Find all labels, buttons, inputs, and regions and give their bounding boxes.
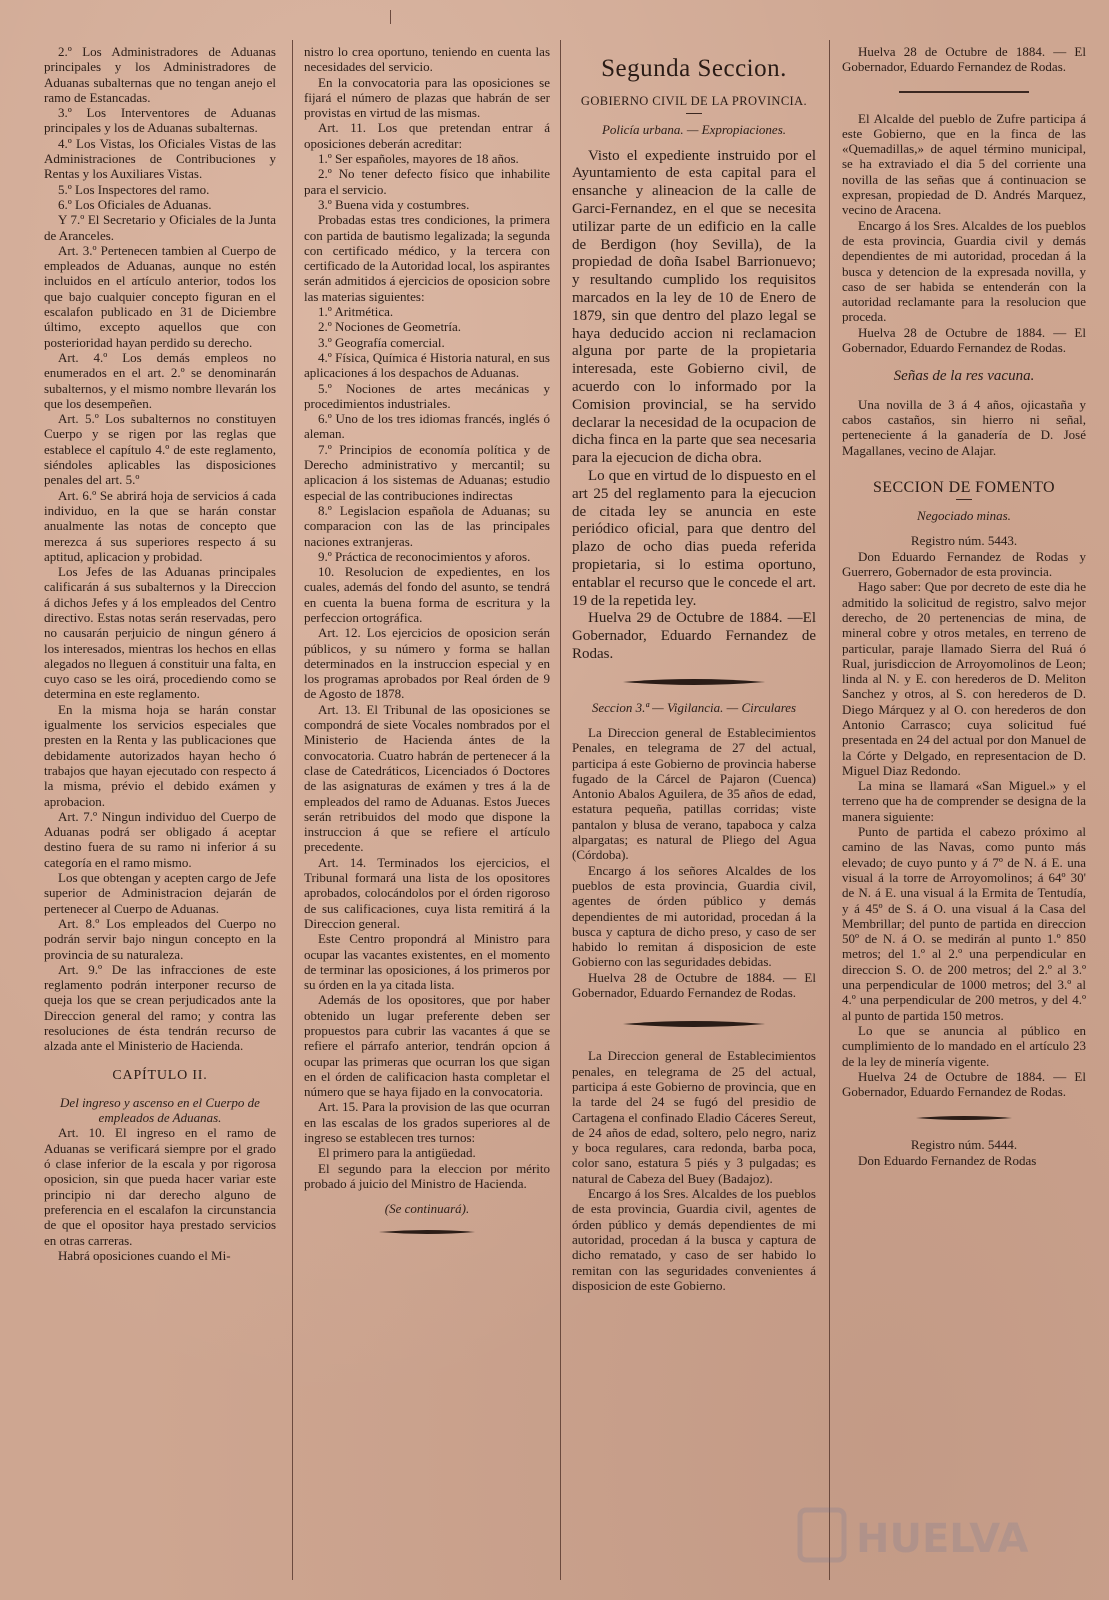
paragraph: 6.º Los Oficiales de Aduanas. [58, 196, 212, 212]
paragraph: Art. 5.º Los subalternos no constituyen Cuerpo y se rigen por las reglas que establece el capítulo 4.º de este reglamento, siéndoles aplicables las disposiciones penales del art. 5.º [44, 411, 276, 488]
paragraph: Los Jefes de las Aduanas principales calificarán á sus subalternos y la Direccion á dichos Jefes y á los empleados del Centro directivo. Estas notas serán reservadas, pero no causarán perjuicio de ningun género á los interesados, mientras los hechos en ellas alegados no lleguen á constituir una falta, en cuyo caso se les oirá, procediendo como se determina en este reglamento. [44, 564, 276, 702]
paragraph: 3.º Los Interventores de Aduanas principales y los de Aduanas subalternas. [44, 105, 276, 136]
paragraph: 5.º Nociones de artes mecánicas y procedimientos industriales. [304, 380, 550, 411]
paragraph: Art. 12. Los ejercicios de oposicion serán públicos, y su número y forma se hallan determinados en la instruccion especial y en los programas aprobados por Real órden de 9 de Agosto de 1878. [304, 625, 550, 702]
paragraph: Probadas estas tres condiciones, la primera con partida de bautismo legalizada; la segunda con certificado médico, y la tercera con certificado de la Autoridad local, los aspirantes serán admitidos á ejercicios de oposicion sobre las materias siguientes: [304, 212, 550, 304]
column-2 [304, 44, 550, 1579]
signature: Huelva 28 de Octubre de 1884. — El Gobernador, Eduardo Fernandez de Rodas. [572, 969, 816, 1001]
signature: Huelva 28 de Octubre de 1884. — El Gobernador, Eduardo Fernandez de Rodas. [842, 324, 1086, 356]
column-rule-3 [829, 40, 830, 1580]
section-subheading: GOBIERNO CIVIL DE LA PROVINCIA. [580, 94, 808, 108]
section-subtitle: Policía urbana. — Expropiaciones. [601, 122, 787, 138]
paragraph: Punto de partida el cabezo próximo al camino de las Navas, como punto más elevado; de cuyo punto y á 7º de N. á E. una visual á la torre de Arroyomolinos; á 64º 30' de N. á E. una visual á la Ermita de Tentudía, y á 45º de S. á O. una visual á la Casa del Membrillar; del punto de partida en direccion 50º de N. á O. se medirán al punto 1.º 850 metros; del 1.º al 2.º una perpendicular en direccion S. O. de 200 metros; del 2.º al 3.º una perpendicular de 1000 metros; del 3.º al 4.º una perpendicular de 200 metros, y del 4.º al punto de partida 150 metros. [842, 824, 1086, 1023]
paragraph: Encargo á los señores Alcaldes de los pueblos de esta provincia, Guardia civil, agentes de órden público y demás dependientes de mi autoridad, procedan á la busca y captura de dicho preso, y caso de ser habido lo remitan á disposicion de este Gobierno con las seguridades debidas. [572, 862, 816, 970]
chapter-subtitle: Del ingreso y ascenso en el Cuerpo de empleados de Aduanas. [60, 1094, 260, 1126]
paragraph: 3.º Buena vida y costumbres. [318, 196, 470, 212]
paragraph: En la convocatoria para las oposiciones se fijará el número de plazas que habrán de ser provistas en virtud de las mismas. [304, 74, 550, 121]
paragraph: 1.º Ser españoles, mayores de 18 años. [318, 151, 519, 167]
paragraph: El primero para la antigüedad. [318, 1145, 476, 1161]
paragraph: El segundo para la eleccion por mérito probado á juicio del Ministro de Hacienda. [304, 1160, 550, 1191]
paragraph: 3.º Geografía comercial. [318, 334, 445, 350]
paragraph: Encargo á los Sres. Alcaldes de los pueblos de esta provincia, Guardia civil, agentes de órden público y demás dependientes de mi autoridad, procedan á la busca y captura de dicho rematado, y caso de ser habido lo remitan con las seguridades convenientes á disposicion de este Gobierno. [572, 1186, 816, 1293]
paragraph: 2.º Nociones de Geometría. [318, 319, 462, 335]
paragraph: 5.º Los Inspectores del ramo. [58, 181, 210, 197]
paragraph: 10. Resolucion de expedientes, en los cuales, además del fondo del asunto, se tendrá en cuenta la buena forma de escritura y la perfeccion ortográfica. [304, 564, 550, 625]
paragraph: Este Centro propondrá al Ministro para ocupar las vacantes existentes, en el momento de terminar las oposiciones, á los primeros por su órden en la ya citada lista. [304, 931, 550, 993]
paragraph: Los que obtengan y acepten cargo de Jefe superior de Administracion dejarán de pertenecer al Cuerpo de Aduanas. [44, 870, 276, 916]
paragraph: Art. 9.º De las infracciones de este reglamento podrán interponer recurso de queja los que se crean perjudicados ante la Direccion general del ramo; y contra las resoluciones de ésta tendrán recurso de alzada ante el Ministerio de Hacienda. [44, 961, 276, 1054]
paragraph: Art. 10. El ingreso en el ramo de Aduanas se verificará siempre por el grado ó clase inferior de la escala y por rigorosa oposicion, sin que pueda hacer variar este principio ni dar derecho alguno de preferencia en el escalafon la circunstancia de que el opositor haya prestado servicios en otras carreras. [44, 1125, 276, 1248]
paragraph: Hago saber: Que por decreto de este dia he admitido la solicitud de registro, salvo mejor derecho, de 20 pertenencias de mina, de mineral cobre y otros metales, en terreno de particular, paraje llamado Sierra del Ruá ó Rual, jurisdiccion de Arroyomolinos de Leon; linda al N. y E. con herederos de D. Meliton Sanchez y otros, al S. con herederos de D. Diego Márquez y al O. con herederos de don Antonio Carrasco; cuya solicitud fué presentada en 24 del actual por don Manuel de la Córte y Delgado, en representacion de D. Miguel Diaz Redondo. [842, 579, 1086, 778]
paragraph: Don Eduardo Fernandez de Rodas y Guerrero, Gobernador de esta provincia. [842, 548, 1086, 580]
column-rule-1 [292, 40, 293, 1580]
top-mark [390, 10, 392, 24]
section-title: Segunda Seccion. [601, 55, 787, 82]
paragraph: Art. 11. Los que pretendan entrar á oposiciones deberán acreditar: [304, 120, 550, 151]
paragraph: Además de los opositores, que por haber obtenido un lugar preferente deben ser propuestos para cubrir las vacantes á que se refiere el párrafo anterior, tendrán opcion á ocupar las primeras que ocurran los que sigan en el órden de calificacion hasta completar el número que se haya fijado en la convocatoria. [304, 992, 550, 1100]
paragraph: 2.º Los Administradores de Aduanas principales y los Administradores de Aduanas subalternas que no tengan anejo el ramo de Estancadas. [44, 44, 276, 105]
paragraph: Una novilla de 3 á 4 años, ojicastaña y cabos castaños, sin hierro ni señal, perteneciente á la ganadería de D. José Magallanes, vecino de Alajar. [842, 396, 1086, 458]
watermark-text: HUELVA [856, 1516, 1029, 1562]
separator-line [899, 91, 1029, 93]
paragraph: Art. 4.º Los demás empleos no enumerados en el art. 2.º se denominarán subalternos, y el mismo nombre llevarán los que los desempeñen. [44, 349, 276, 411]
library-watermark-icon [790, 1500, 1030, 1570]
paragraph: Y 7.º El Secretario y Oficiales de la Junta de Aranceles. [44, 212, 276, 243]
section-heading: SECCION DE FOMENTO [872, 478, 1056, 496]
dash-divider [686, 113, 702, 114]
paragraph: Habrá oposiciones cuando el Mi- [58, 1247, 231, 1263]
ornament-rule-icon [914, 1113, 1014, 1123]
paragraph: 6.º Uno de los tres idiomas francés, inglés ó aleman. [304, 411, 550, 442]
ornament-rule-icon [619, 1018, 769, 1030]
registry-heading: Registro núm. 5444. [910, 1137, 1018, 1153]
subsection-title: Señas de la res vacuna. [893, 368, 1035, 385]
column-rule-2 [560, 40, 561, 1580]
paragraph: 9.º Práctica de reconocimientos y aforos. [318, 548, 531, 564]
continuation-note: (Se continuará). [384, 1201, 470, 1217]
paragraph: Lo que en virtud de lo dispuesto en el art 25 del reglamento para la ejecucion de citada ley se anuncia en este periódico oficial, para que dentro del plazo de ocho dias pueda referida propietaria, si lo estima oportuno, entablar el recurso que le concede el art. 19 de la repetida ley. [572, 467, 816, 609]
paragraph: Visto el expediente instruido por el Ayuntamiento de esta capital para el ensanche y alineacion de la calle de Garci-Fernandez, en el que se necesita utilizar parte de un edificio en la calle de Berdigon (hoy Sevilla), de la propiedad de doña Isabel Barrionuevo; y resultando cumplido los requisitos marcados en la ley de 10 de Enero de 1879, sin que dentro del plazo legal se haya deducido accion ni reclamacion alguna por parte de la propietaria interesada, este Gobierno civil, de acuerdo con lo informado por la Comision provincial, se ha servido declarar la necesidad de la ocupacion de dicha finca en la parte que sea necesaria para la ejecucion de dicha obra. [572, 147, 816, 467]
paragraph: nistro lo crea oportuno, teniendo en cuenta las necesidades del servicio. [304, 44, 550, 75]
signature: Huelva 29 de Octubre de 1884. —El Gobernador, Eduardo Fernandez de Rodas. [572, 610, 816, 662]
paragraph: El Alcalde del pueblo de Zufre participa á este Gobierno, que en la finca de las «Quemadillas,» de aquel término municipal, se ha extraviado el dia 5 del corriente una novilla de las señas que á continuacion se expresan, propiedad de D. Andrés Marquez, vecino de Aracena. [842, 110, 1086, 218]
chapter-heading: CAPÍTULO II. [112, 1067, 208, 1083]
signature: Huelva 24 de Octubre de 1884. — El Gobernador, Eduardo Fernandez de Rodas. [842, 1068, 1086, 1100]
ornament-rule-icon [619, 676, 769, 688]
paragraph: La Direccion general de Establecimientos penales, en telegrama de 25 del actual, participa á este Gobierno de provincia, que en la tarde del 24 se fugó del presidio de Cartagena el confinado Eladio Cáceres Sereut, de 24 años de edad, soltero, pelo negro, nariz y boca regulares, cara redonda, barba poca, color sano, estatura 5 piés y 3 pulgadas; es natural de Cabeza del Buey (Badajoz). [572, 1048, 816, 1186]
paragraph: 1.º Aritmética. [318, 304, 394, 320]
paragraph: Art. 6.º Se abrirá hoja de servicios á cada individuo, en la que se harán constar anualmente las notas de concepto que merezca á sus superiores respecto á su aptitud, aplicacion y probidad. [44, 487, 276, 564]
signature: Huelva 28 de Octubre de 1884. — El Gobernador, Eduardo Fernandez de Rodas. [842, 44, 1086, 75]
paragraph: Encargo á los Sres. Alcaldes de los pueblos de esta provincia, Guardia civil y demás dependientes de mi autoridad, procedan á la busca y detencion de la expresada novilla, y caso de ser habida se entenderán con la autoridad reclamante para la resolucion que proceda. [842, 217, 1086, 325]
paragraph: Art. 7.º Ningun individuo del Cuerpo de Aduanas podrá ser obligado á aceptar destino fuera de su ramo ni inferior á su categoría en el ramo mismo. [44, 808, 276, 870]
paragraph: Art. 8.º Los empleados del Cuerpo no podrán servir bajo ningun concepto en la provincia de su naturaleza. [44, 915, 276, 962]
paragraph: 8.º Legislacion española de Aduanas; su comparacion con las de las principales naciones extranjeras. [304, 502, 550, 549]
paragraph: 4.º Física, Química é Historia natural, en sus aplicaciones á los despachos de Aduanas. [304, 349, 550, 381]
paragraph: 7.º Principios de economía política y de Derecho administrativo y mercantil; su aplicacion á los sistemas de Aduanas; estudio especial de las contribuciones indirectas [304, 441, 550, 503]
paragraph: 4.º Los Vistas, los Oficiales Vistas de las Administraciones de Contribuciones y Rentas y los Auxiliares Vistas. [44, 135, 276, 182]
paragraph: Don Eduardo Fernandez de Rodas [858, 1152, 1037, 1168]
registry-heading: Registro núm. 5443. [910, 533, 1018, 549]
column-4 [842, 44, 1086, 1579]
section-subtitle: Seccion 3.ª — Vigilancia. — Circulares [591, 699, 797, 715]
paragraph: En la misma hoja se harán constar igualmente los servicios especiales que presten en la Renta y las publicaciones que debidamente autorizados hayan hecho ó trabajos que hayan ejecutado con respecto á la misma, prévio el debido exámen y aprobacion. [44, 701, 276, 809]
paragraph: La mina se llamará «San Miguel.» y el terreno que ha de comprender se designa de la manera siguiente: [842, 778, 1086, 824]
section-subtitle: Negociado minas. [917, 508, 1011, 524]
column-1 [44, 44, 276, 1579]
paragraph: Art. 3.º Pertenecen tambien al Cuerpo de empleados de Aduanas, aunque no estén incluidos en el artículo anterior, todos los que bajo cualquier concepto figuran en el escalafon publicado en 31 de Diciembre último, excepto aquellos que con posterioridad hayan perdido su derecho. [44, 242, 276, 350]
paragraph: Art. 14. Terminados los ejercicios, el Tribunal formará una lista de los opositores aprobados, colocándolos por el órden rigoroso de sus calificaciones, cuya lista remitirá á la Direccion general. [304, 854, 550, 931]
paragraph: Lo que se anuncia al público en cumplimiento de lo mandado en el artículo 23 de la ley de minería vigente. [842, 1022, 1086, 1069]
column-3 [572, 44, 816, 1579]
paragraph: Art. 15. Para la provision de las que ocurran en las escalas de los grados superiores al de ingreso se establecen tres turnos: [304, 1099, 550, 1146]
ornament-rule-icon [377, 1227, 477, 1237]
paragraph: La Direccion general de Establecimientos Penales, en telegrama de 27 del actual, participa á este Gobierno de provincia haberse fugado de la Cárcel de Pajaron (Cuenca) Antonio Abalos Aguilera, de 35 años de edad, estatura pequeña, patillas corridas; viste pantalon y blusa de verano, tapaboca y calza alpargatas; es natural de Pliego del Agua (Córdoba). [572, 725, 816, 863]
dash-divider [956, 499, 972, 500]
paragraph: 2.º No tener defecto físico que inhabilite para el servicio. [304, 166, 550, 197]
paragraph: Art. 13. El Tribunal de las oposiciones se compondrá de siete Vocales nombrados por el Ministerio de Hacienda ántes de la convocatoria. Cuatro habrán de pertenecer á la clase de Catedráticos, Licenciados ó Doctores de las asignaturas de exámen y tres á la de empleados del ramo de Aduanas. Estos Jueces serán retribuidos del modo que dispone la instruccion á que se refiere el artículo precedente. [304, 701, 550, 855]
